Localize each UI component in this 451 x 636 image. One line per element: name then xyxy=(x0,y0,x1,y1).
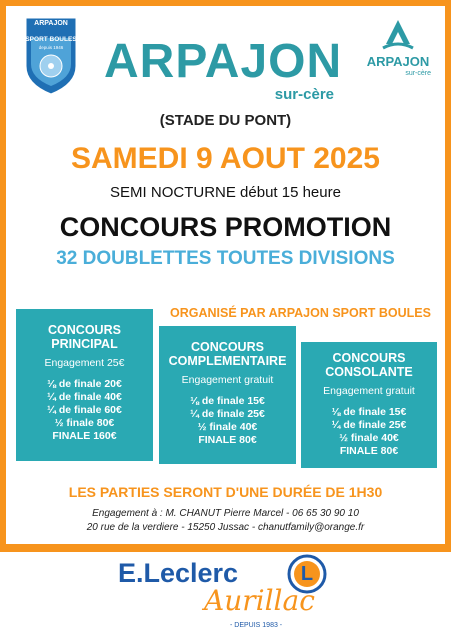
competition-principal-fee: Engagement 25€ xyxy=(44,357,125,369)
prize-line: ⅛ de finale 15€ xyxy=(331,406,407,418)
prize-line: FINALE 80€ xyxy=(339,445,399,457)
town-logo-suffix: sur-cère xyxy=(405,70,431,77)
prize-line: ⅛ de finale 20€ xyxy=(47,378,122,390)
sponsor-since: - DEPUIS 1983 - xyxy=(230,622,283,629)
prize-line: ½ finale 40€ xyxy=(339,432,399,444)
town-logo-mark-icon xyxy=(361,18,435,54)
competition-principal-title-2: PRINCIPAL xyxy=(51,337,118,351)
competition-consolante-title-1: CONCOURS xyxy=(332,351,406,365)
prize-line: ¼ de finale 25€ xyxy=(190,408,265,420)
town-logo xyxy=(361,18,435,82)
prize-line: ⅛ de finale 15€ xyxy=(190,395,265,407)
competition-principal xyxy=(16,309,153,461)
prize-line: ¼ de finale 25€ xyxy=(331,419,407,431)
competition-complementaire xyxy=(159,326,296,464)
prize-line: FINALE 160€ xyxy=(52,430,117,442)
competition-consolante-title-2: CONSOLANTE xyxy=(325,365,413,379)
town-name: ARPAJON xyxy=(104,35,343,88)
competition-consolante-fee: Engagement gratuit xyxy=(323,385,415,397)
competition-complementaire-fee: Engagement gratuit xyxy=(181,374,274,386)
event-title: CONCOURS PROMOTION xyxy=(59,212,392,242)
club-logo-top-text: ARPAJON xyxy=(34,20,68,27)
event-subtitle: 32 DOUBLETTES TOUTES DIVISIONS xyxy=(56,248,395,269)
prize-line: FINALE 80€ xyxy=(198,434,257,446)
contact-line-2: 20 rue de la verdiere - 15250 Jussac - chanutfamily@orange.fr xyxy=(86,522,365,533)
club-logo-main-text: SPORT BOULES xyxy=(25,36,77,43)
event-date: SAMEDI 9 AOUT 2025 xyxy=(71,142,380,175)
prize-line: ¼ de finale 40€ xyxy=(47,391,122,403)
sponsor-city: Aurillac xyxy=(204,584,315,617)
prize-line: ½ finale 40€ xyxy=(197,421,258,433)
sponsor-brand: E.Leclerc xyxy=(118,558,239,588)
town-logo-name: ARPAJON xyxy=(366,54,430,69)
sponsor-logo-letter: L xyxy=(300,563,314,585)
competition-consolante xyxy=(301,342,437,468)
competition-complementaire-title-2: COMPLEMENTAIRE xyxy=(168,354,287,368)
club-logo-small-text: depuis 1946 xyxy=(38,45,64,50)
organizer: ORGANISÉ PAR ARPAJON SPORT BOULES xyxy=(170,306,431,320)
competition-principal-title-1: CONCOURS xyxy=(48,323,121,337)
prize-line: ½ finale 80€ xyxy=(54,417,115,429)
contact-line-1: Engagement à : M. CHANUT Pierre Marcel - 06 65 30 90 10 xyxy=(92,508,359,519)
duration-note: LES PARTIES SERONT D'UNE DURÉE DE 1H30 xyxy=(68,484,383,500)
club-logo xyxy=(22,14,80,96)
event-schedule: SEMI NOCTURNE début 15 heure xyxy=(110,184,341,201)
poster xyxy=(6,6,445,544)
competition-complementaire-title-1: CONCOURS xyxy=(191,340,264,354)
prize-line: ¼ de finale 60€ xyxy=(47,404,122,416)
sponsor-area xyxy=(0,552,451,636)
venue: (STADE DU PONT) xyxy=(159,112,292,129)
town-suffix: sur-cère xyxy=(274,86,334,103)
